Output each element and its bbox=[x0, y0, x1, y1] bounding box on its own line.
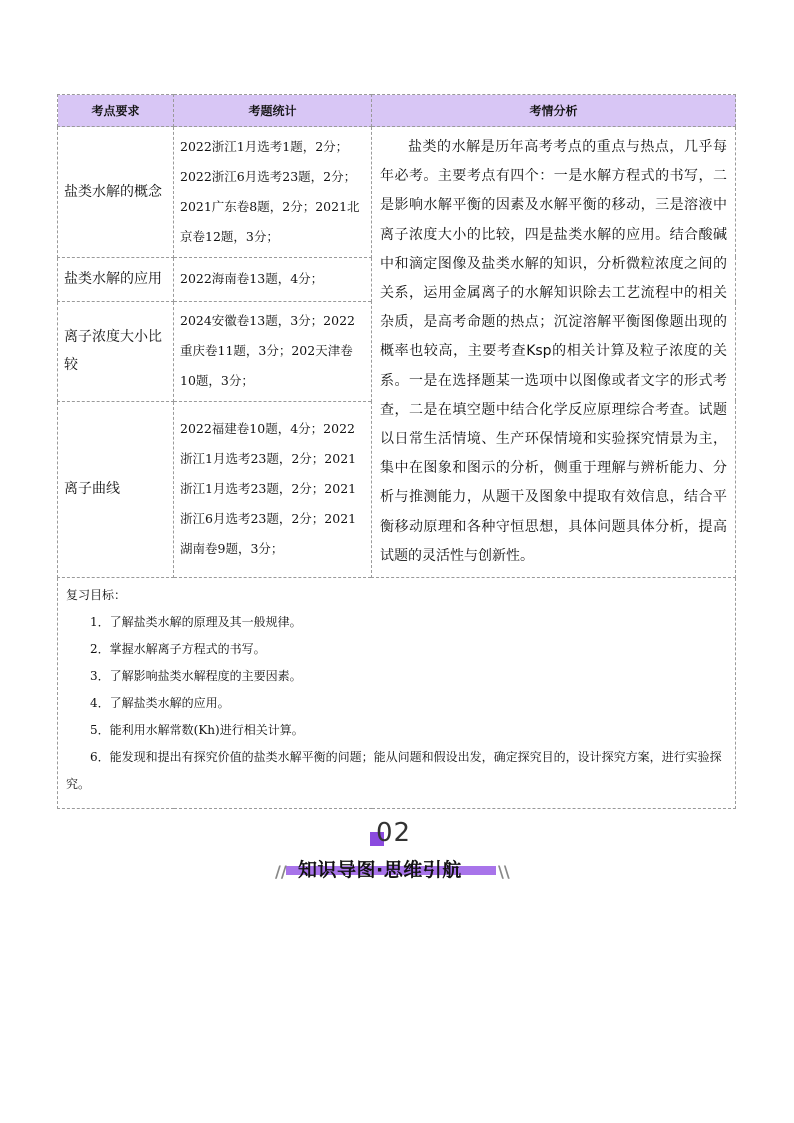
goal-item: 2．掌握水解离子方程式的书写。 bbox=[90, 642, 266, 657]
header-topic: 考点要求 bbox=[58, 95, 174, 127]
stat-cell: 2022福建卷10题，4分；2022浙江1月选考23题，2分；2021浙江1月选考23题，2分；2021浙江6月选考23题，2分；2021湖南卷9题，3分； bbox=[174, 401, 372, 577]
topic-cell: 盐类水解的应用 bbox=[58, 257, 174, 301]
review-goals bbox=[58, 578, 736, 809]
stat-cell: 2022浙江1月选考1题，2分；2022浙江6月选考23题，2分；2021广东卷8题，2分；2021北京卷12题，3分； bbox=[174, 127, 372, 258]
section-number: 02 bbox=[376, 818, 412, 848]
header-analysis: 考情分析 bbox=[372, 95, 736, 127]
topic-cell: 离子浓度大小比较 bbox=[58, 302, 174, 402]
section-title: 知识导图·思维引航 bbox=[298, 859, 462, 881]
goals-title: 复习目标： bbox=[66, 588, 127, 603]
topic-cell: 盐类水解的概念 bbox=[58, 127, 174, 258]
left-slash-decoration: // bbox=[275, 862, 287, 881]
goal-item: 1．了解盐类水解的原理及其一般规律。 bbox=[90, 615, 302, 630]
goals-row bbox=[58, 578, 736, 809]
stat-cell: 2022海南卷13题，4分； bbox=[174, 257, 372, 301]
analysis-cell bbox=[372, 127, 736, 578]
goal-item: 5．能利用水解常数(Kh)进行相关计算。 bbox=[90, 723, 304, 738]
topic-cell: 离子曲线 bbox=[58, 401, 174, 577]
table-header-row bbox=[58, 95, 736, 127]
right-slash-decoration: \\ bbox=[498, 862, 510, 881]
header-stat: 考题统计 bbox=[174, 95, 372, 127]
exam-analysis-table bbox=[57, 94, 736, 809]
analysis-text: 盐类的水解是历年高考考点的重点与热点，几乎每年必考。主要考点有四个：一是水解方程式的书写，二是影响水解平衡的因素及水解平衡的移动，三是溶液中离子浓度大小的比较，四是盐类水解的应用。结合酸碱中和滴定图像及盐类水解的知识，分析微粒浓度之间的关系，运用金属离子的水解知识除去工艺流程中的相关杂质，是高考命题的热点；沉淀溶解平衡图像题出现的概率也较高，主要考查Ksp的相关计算及粒子浓度的关系。一是在选择题某一选项中以图像或者文字的形式考查，二是在填空题中结合化学反应原理综合考查。试题以日常生活情境、生产环保情境和实验探究情景为主，集中在图象和图示的分析，侧重于理解与辨析能力、分析与推测能力，从题干及图象中提取有效信息，结合平衡移动原理和各种守恒思想，具体问题具体分析，提高试题的灵活性与创新性。 bbox=[380, 139, 727, 564]
section-heading bbox=[0, 818, 794, 888]
goal-item: 4．了解盐类水解的应用。 bbox=[90, 696, 230, 711]
goal-item: 6．能发现和提出有探究价值的盐类水解平衡的问题；能从问题和假设出发，确定探究目的，设计探究方案，进行实验探究。 bbox=[66, 750, 722, 792]
table-row bbox=[58, 127, 736, 258]
goal-item: 3．了解影响盐类水解程度的主要因素。 bbox=[90, 669, 302, 684]
stat-cell: 2024安徽卷13题，3分；2022重庆卷11题，3分；202天津卷10题，3分； bbox=[174, 302, 372, 402]
